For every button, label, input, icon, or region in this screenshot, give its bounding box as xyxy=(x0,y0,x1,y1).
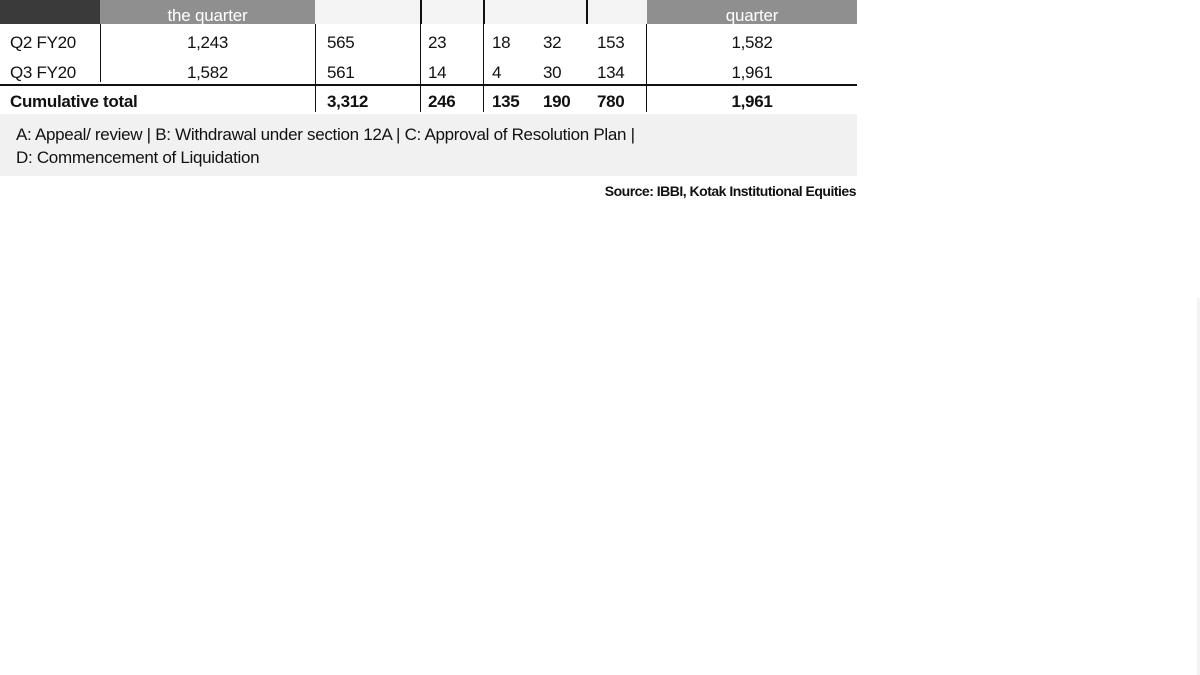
header-admitted-column xyxy=(315,0,420,24)
header-d-column xyxy=(587,0,647,24)
header-divider xyxy=(420,0,422,24)
cell-b: 18 xyxy=(492,33,511,52)
cell-c: 32 xyxy=(543,33,562,52)
cell-start: 1,582 xyxy=(186,63,229,82)
cell-start: 1,243 xyxy=(186,33,229,52)
total-admitted: 3,312 xyxy=(327,92,369,111)
cell-c: 30 xyxy=(543,63,562,82)
header-a-column xyxy=(420,0,483,24)
total-b: 135 xyxy=(492,92,520,111)
cell-a: 23 xyxy=(428,33,447,52)
total-label: Cumulative total xyxy=(10,92,138,111)
row-label: Q2 FY20 xyxy=(10,33,76,52)
header-divider xyxy=(483,0,485,24)
legend-line: A: Appeal/ review | B: Withdrawal under section 12A | C: Approval of Resolution Plan | xyxy=(16,125,635,144)
header-start-text: the quarter xyxy=(167,6,248,25)
cell-admitted: 561 xyxy=(327,63,355,82)
legend-line: D: Commencement of Liquidation xyxy=(16,148,260,167)
cell-admitted: 565 xyxy=(327,33,355,52)
cell-end: 1,961 xyxy=(731,63,773,82)
cell-d: 134 xyxy=(597,63,625,82)
header-bc-column xyxy=(483,0,587,24)
cell-b: 4 xyxy=(492,63,502,82)
total-d: 780 xyxy=(597,92,625,111)
header-start-column xyxy=(100,0,315,24)
source-note: Source: IBBI, Kotak Institutional Equities xyxy=(604,183,856,199)
cell-a: 14 xyxy=(428,63,447,82)
table-row xyxy=(0,24,857,54)
header-end-column xyxy=(647,0,857,24)
table-header xyxy=(0,0,857,24)
row-label: Q3 FY20 xyxy=(10,63,76,82)
total-end: 1,961 xyxy=(731,92,773,111)
total-row xyxy=(0,84,857,114)
legend-box xyxy=(0,114,857,176)
insolvency-table xyxy=(0,0,857,199)
total-c: 190 xyxy=(543,92,571,111)
cell-d: 153 xyxy=(597,33,625,52)
table-row xyxy=(0,54,857,84)
header-divider xyxy=(586,0,588,24)
header-label-column xyxy=(0,0,100,24)
header-end-text: quarter xyxy=(725,6,779,25)
cell-end: 1,582 xyxy=(731,33,773,52)
table-body xyxy=(0,24,857,114)
total-a: 246 xyxy=(428,92,456,111)
